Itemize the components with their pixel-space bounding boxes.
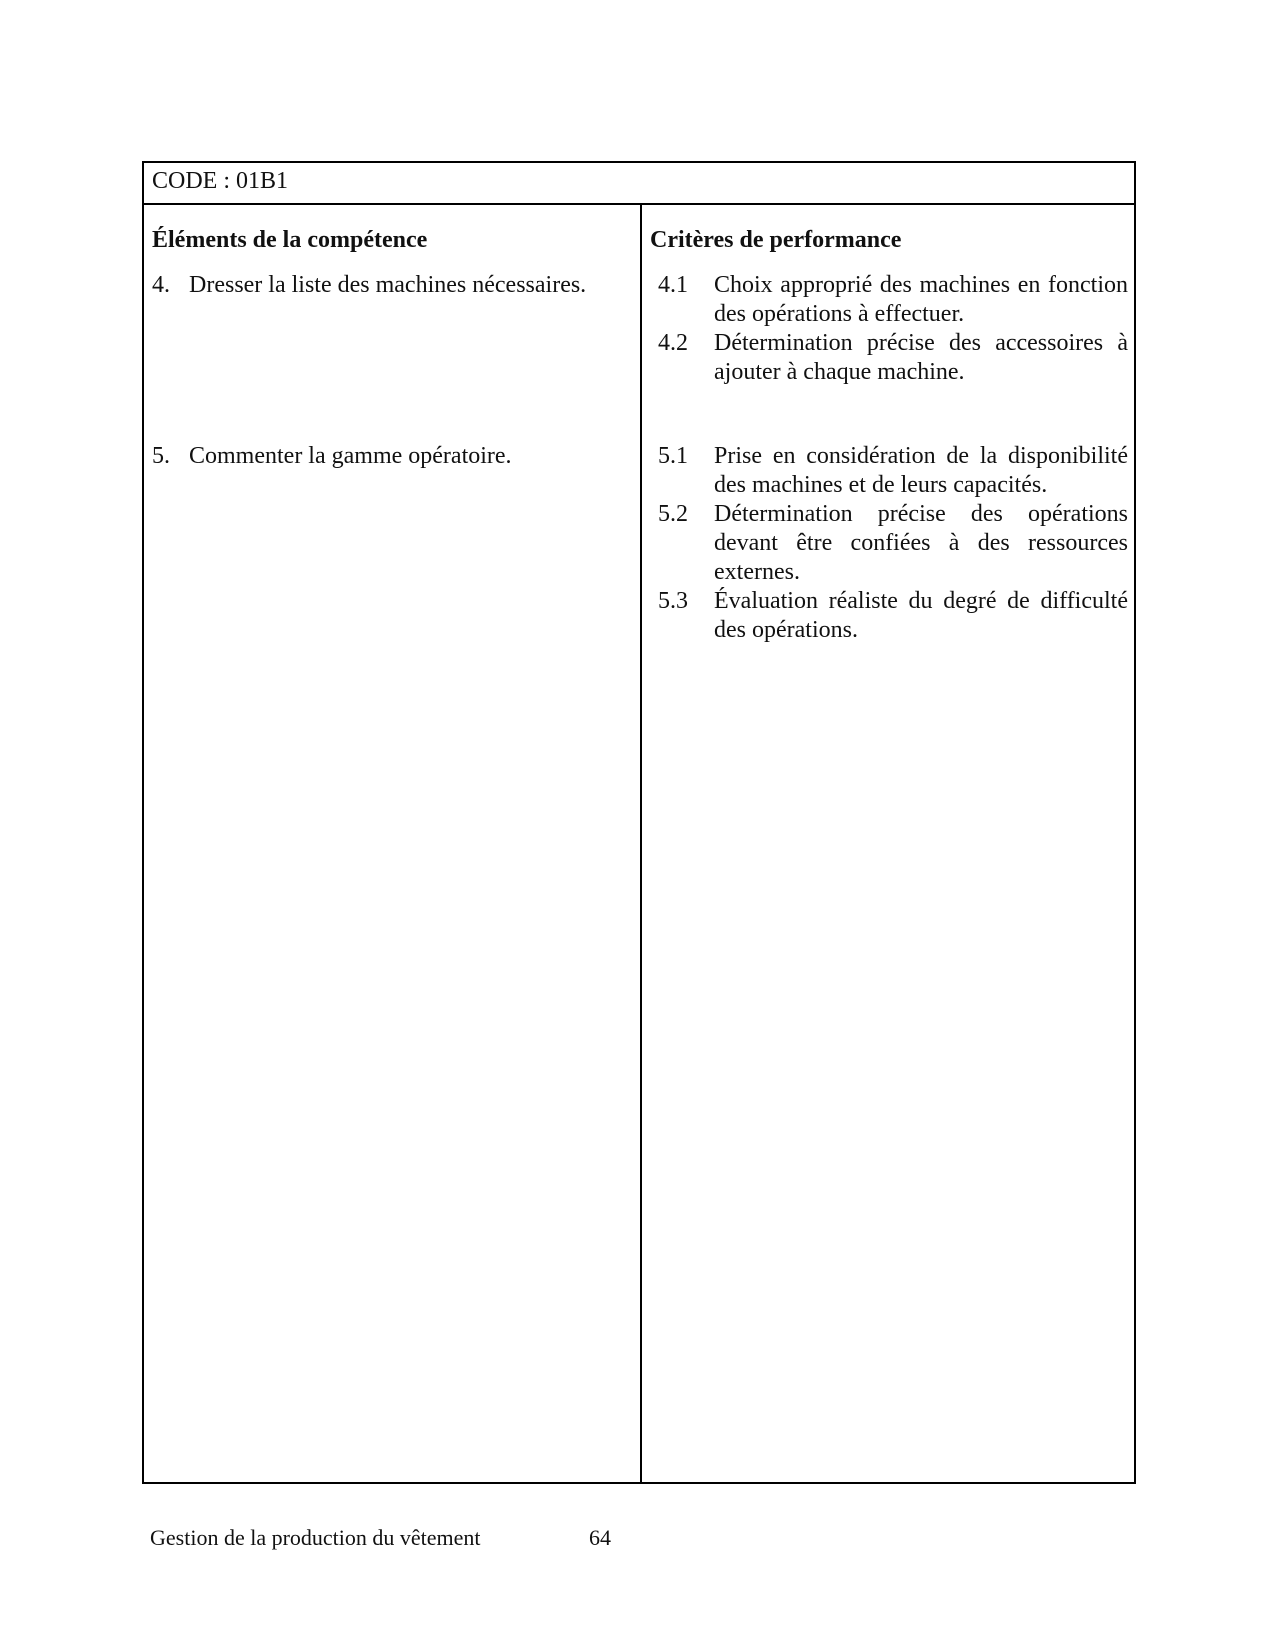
criterion-text: Évaluation réaliste du degré de difficulté des opérations. [714,588,1128,643]
elements-heading: Éléments de la compétence [152,227,428,253]
criterion-text: Détermination précise des opérations devant être confiées à des ressources externes. [714,501,1128,585]
elements-column [144,205,640,1482]
criterion-number: 4.1 [658,272,688,298]
criterion-item [658,442,1128,500]
element-item [152,442,512,471]
footer-title: Gestion de la production du vêtement [150,1525,481,1550]
page-number: 64 [589,1525,611,1550]
criterion-item [658,500,1128,587]
criterion-number: 5.3 [658,588,688,614]
criterion-number: 5.1 [658,443,688,469]
criterion-number: 5.2 [658,501,688,527]
element-item [152,271,586,300]
criterion-text: Choix approprié des machines en fonction des opérations à effectuer. [714,272,1128,327]
criterion-text: Détermination précise des accessoires à ajouter à chaque machine. [714,330,1128,385]
criterion-item [658,271,1128,329]
criteria-heading: Critères de performance [650,227,902,253]
element-number: 5. [152,443,170,469]
element-text: Commenter la gamme opératoire. [189,443,512,469]
criteria-group-5 [658,442,1128,645]
element-number: 4. [152,272,170,298]
criterion-text: Prise en considération de la disponibilité des machines et de leurs capacités. [714,443,1128,498]
element-text: Dresser la liste des machines nécessaires. [189,272,587,298]
criteria-group-4 [658,271,1128,387]
criterion-number: 4.2 [658,330,688,356]
criteria-column [642,205,1134,1482]
criterion-item [658,587,1128,645]
code-label: CODE : 01B1 [144,163,1134,205]
criterion-item [658,329,1128,387]
competency-table [142,161,1136,1484]
